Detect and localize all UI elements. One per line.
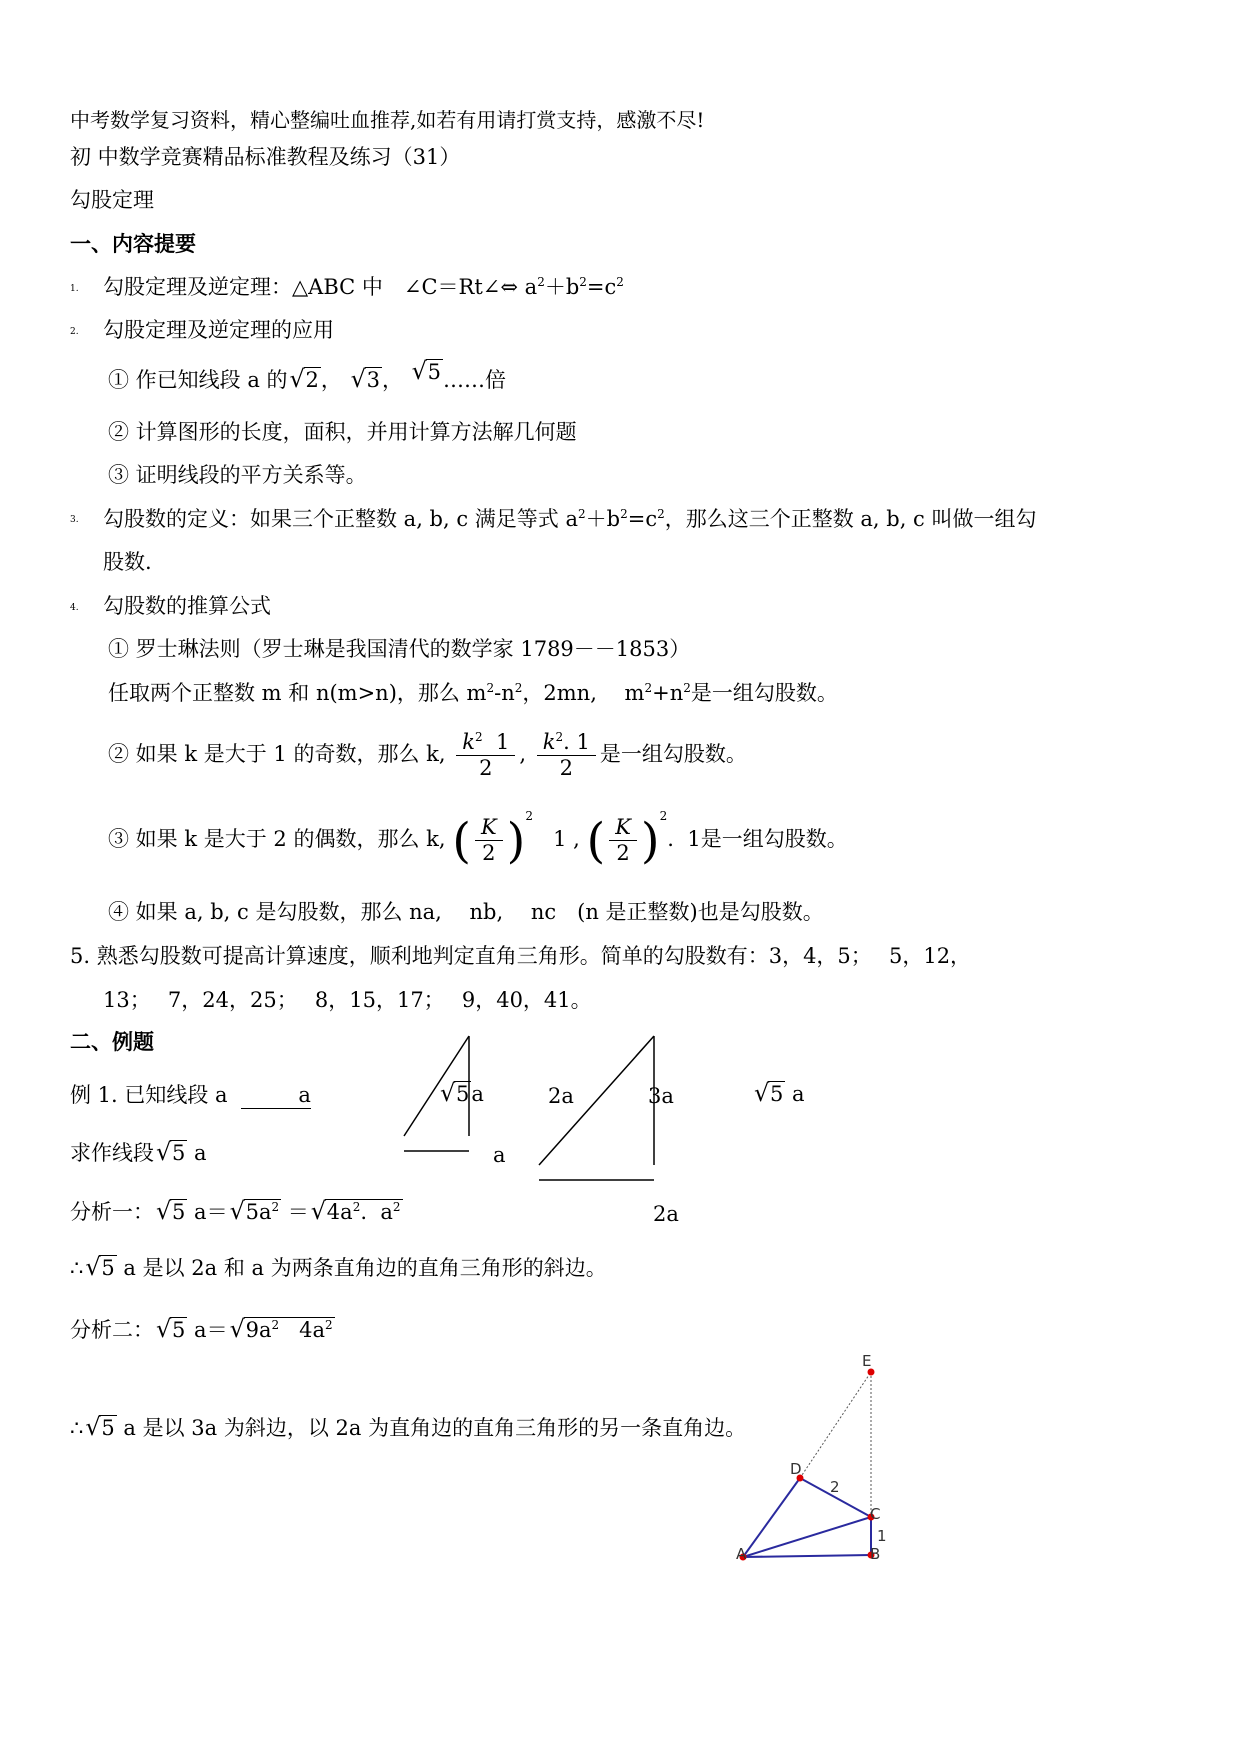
label-2a-top: 2a	[548, 1084, 574, 1108]
label-B: B	[870, 1545, 881, 1563]
label-A: A	[736, 1545, 747, 1563]
section1-heading: 一、内容提要	[70, 232, 196, 256]
fraction-k-plus: $\frac{k^2 1}{2}$	[456, 730, 515, 781]
example1-given: 例 1. 已知线段 a a	[70, 1083, 311, 1109]
label-length-2: 2	[830, 1478, 840, 1496]
analysis-two: 分析二：√ 5 a＝√ $9a^2$ $4a^2$	[70, 1318, 335, 1343]
label-a-bottom: a	[493, 1143, 506, 1167]
conclusion-one: ∴√ 5 a 是以 2a 和 a 为两条直角边的直角三角形的斜边。	[70, 1256, 607, 1281]
sub3-text: ③ 证明线段的平方关系等。	[108, 463, 367, 487]
label-length-1: 1	[877, 1527, 887, 1545]
item4-number: 4.	[70, 603, 79, 613]
sqrt-2: √ 2	[292, 368, 321, 393]
label-E: E	[862, 1352, 872, 1370]
segment-a: a	[241, 1083, 311, 1109]
item1-number: 1.	[70, 284, 79, 294]
fraction-k-minus: $\frac{k^2. 1}{2}$	[537, 730, 596, 781]
item4-text: 勾股数的推算公式	[103, 594, 271, 618]
sub2-text: ② 计算图形的长度，面积，并用计算方法解几何题	[108, 420, 577, 444]
header-note: 中考数学复习资料，精心整编吐血推荐,如若有用请打赏支持，感激不尽!	[70, 108, 705, 132]
sqrt-5: √ 5	[414, 360, 443, 385]
sqrt-5-task: √ 5	[158, 1141, 187, 1166]
label-D: D	[790, 1460, 802, 1478]
sub1-text: ① 作已知线段 a 的√ 2， √ 3， √ 5……倍	[108, 368, 506, 393]
item1-text: 勾股定理及逆定理：△ABC 中 ∠C＝Rt∠⇔ $a^2+b^2=c^2$	[103, 275, 624, 299]
course-title: 初 中数学竞赛精品标准教程及练习（31）	[70, 145, 461, 169]
item5-line2: 13； 7，24，25； 8，15，17； 9，40，41。	[103, 988, 592, 1012]
item3-number: 3.	[70, 515, 79, 525]
dashed-DE	[800, 1372, 871, 1478]
rule1-title: ① 罗士琳法则（罗士琳是我国清代的数学家 1789－－1853）	[108, 637, 691, 661]
sqrt-3: √ 3	[353, 368, 382, 393]
label-3a: 3a	[648, 1084, 674, 1108]
rule2-text: ② 如果 k 是大于 1 的奇数，那么 k, $\frac{k^2 1}{2}$ , $\frac{k^2. 1}{2}$ 是一组勾股数。	[108, 730, 747, 781]
fraction-K-half-1: $\frac{K}{2}$	[475, 815, 503, 866]
item3-line1: 勾股数的定义：如果三个正整数 a, b, c 满足等式 $a^2+b^2=c^2$，那么这三个正整数 a, b, c 叫做一组勾	[103, 507, 1037, 531]
item2-text: 勾股定理及逆定理的应用	[103, 318, 334, 342]
item5-line1: 5. 熟悉勾股数可提高计算速度，顺利地判定直角三角形。简单的勾股数有：3，4，5； 5，12，	[70, 944, 972, 968]
label-2a-bottom: 2a	[653, 1202, 679, 1226]
rule4-text: ④ 如果 a, b, c 是勾股数，那么 na, nb, nc (n 是正整数)也是勾股数。	[108, 900, 824, 924]
label-sqrt5a-left: √ 5a	[438, 1082, 484, 1107]
item3-line2: 股数.	[103, 550, 152, 574]
analysis-one: 分析一：√ 5 a＝√ $5a^2$ ＝√ $4a^2$. $a^2$	[70, 1200, 403, 1225]
topic-title: 勾股定理	[70, 188, 154, 212]
label-C: C	[870, 1505, 881, 1523]
fraction-K-half-2: $\frac{K}{2}$	[609, 815, 637, 866]
rule3-text: ③ 如果 k 是大于 2 的偶数，那么 k, ( $\frac{K}{2}$ )$^2$ 1 , ( $\frac{K}{2}$ )$^2$. 1是一组勾股数。	[108, 809, 848, 869]
label-sqrt5a-right: √ 5 a	[752, 1082, 805, 1107]
section2-heading: 二、例题	[70, 1030, 154, 1054]
edge-AB	[743, 1555, 871, 1557]
edge-AD	[743, 1478, 800, 1557]
example1-task: 求作线段√ 5 a	[70, 1141, 207, 1166]
rule1-text: 任取两个正整数 m 和 n(m>n)，那么 $m^2-n^2$，2mn, $m^2+n^2$是一组勾股数。	[108, 681, 838, 705]
item2-number: 2.	[70, 327, 79, 337]
conclusion-two: ∴√ 5 a 是以 3a 为斜边，以 2a 为直角边的直角三角形的另一条直角边。	[70, 1416, 746, 1441]
geometry-diagram	[740, 1369, 875, 1561]
edge-AC	[743, 1517, 871, 1557]
